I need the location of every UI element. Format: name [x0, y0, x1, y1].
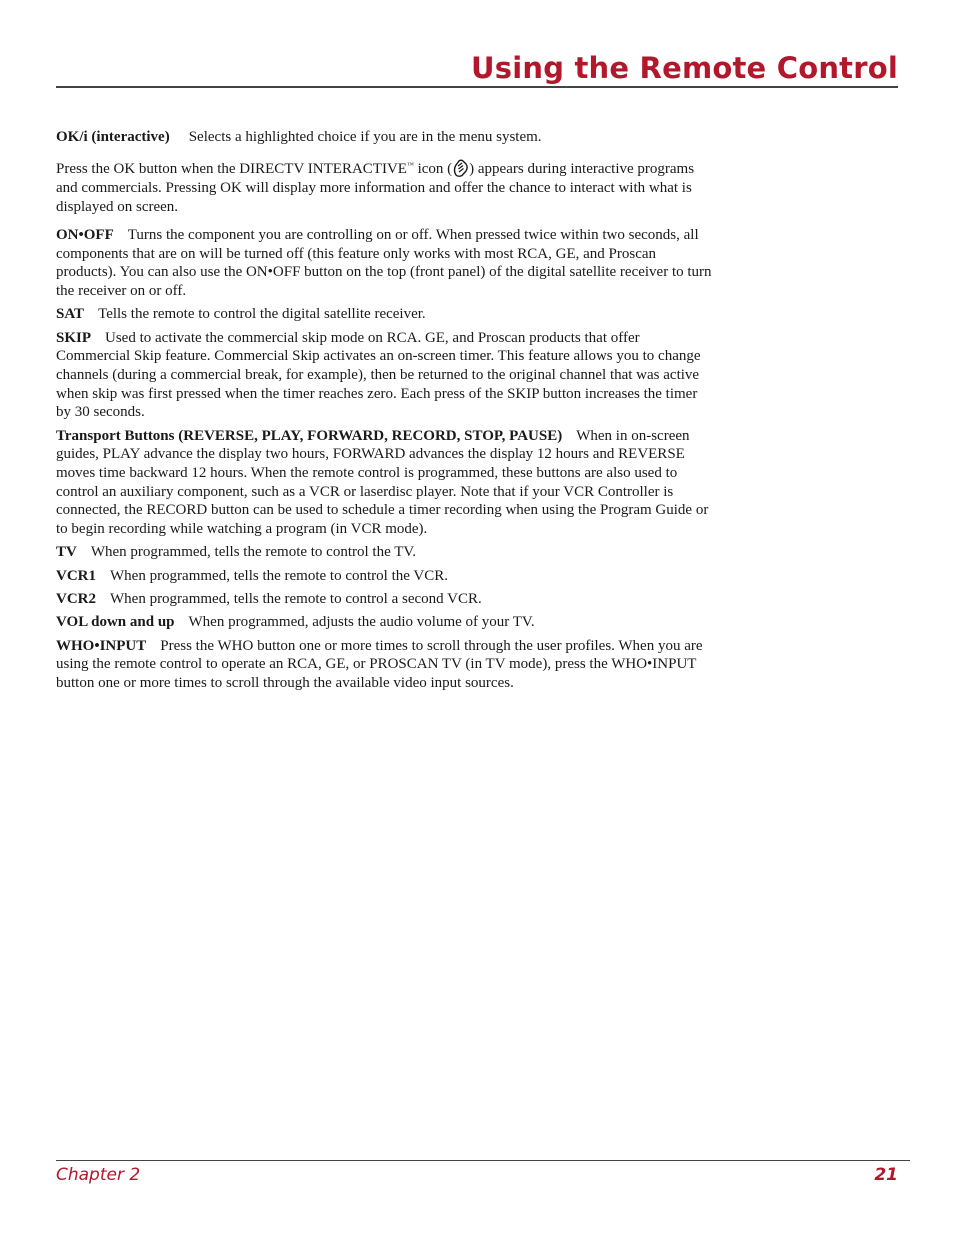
remote-control-descriptions	[56, 128, 716, 697]
trademark-symbol: ™	[406, 161, 414, 170]
entry-text: Used to activate the commercial skip mode on RCA. GE, and Proscan products that offer Commercial Skip feature. Commercial Skip activates an on-screen timer. This feature allows you to change channels (during a commercial break, for example), then be returned to the original channel that was active when skip was first pressed when the timer reaches zero. Each press of the SKIP button increases the timer by 30 seconds.	[56, 329, 701, 421]
entry-term: SKIP	[56, 329, 92, 346]
entry-text: When programmed, tells the remote to control the VCR.	[110, 567, 448, 584]
entry-text: Turns the component you are controlling on or off. When pressed twice within two seconds, all components that are on will be turned off (this feature only works with most RCA, GE, and Proscan products). You can also use the ON•OFF button on the top (front panel) of the digital satellite receiver to turn the receiver on or off.	[56, 226, 712, 299]
entry-text: Press the WHO button one or more times to scroll through the user profiles. When you are using the remote control to operate an RCA, GE, or PROSCAN TV (in TV mode), press the WHO•INPUT button one or more times to scroll through the available video input sources.	[56, 637, 703, 692]
entry-term: VCR1	[56, 567, 96, 584]
entry-skip	[56, 329, 716, 423]
entry-text: When programmed, tells the remote to control a second VCR.	[110, 591, 482, 608]
entry-tv	[56, 543, 716, 562]
entry-ok	[56, 128, 716, 147]
entry-term: OK/i (interactive)	[56, 129, 170, 145]
entry-vcr2	[56, 590, 716, 609]
footer-chapter-label: Chapter 2	[56, 1165, 141, 1185]
entry-term: ON•OFF	[56, 226, 114, 243]
entry-who-input	[56, 637, 716, 693]
entry-term: VCR2	[56, 591, 96, 608]
interactive-hand-icon	[452, 159, 469, 177]
entry-term: TV	[56, 544, 77, 561]
entry-term: Transport Buttons (REVERSE, PLAY, FORWARD, RECORD, STOP, PAUSE)	[56, 427, 563, 444]
entry-text: Tells the remote to control the digital satellite receiver.	[98, 306, 426, 323]
footer-divider	[56, 1160, 910, 1161]
entry-vcr1	[56, 567, 716, 586]
entry-text: ) appears during interactive programs and commercials. Pressing OK will display more information and offer the chance to interact with what is displayed on screen.	[56, 161, 695, 215]
entry-text: When in on-screen guides, PLAY advance the display two hours, FORWARD advances the display 12 hours and REVERSE moves time backward 12 hours. When the remote control is programmed, these buttons are also used to control an auxiliary component, such as a VCR or laserdisc player. Note that if your VCR Controller is connected, the RECORD button can be used to schedule a timer recording when using the Program Guide or to begin recording while watching a program (in VCR mode).	[56, 427, 709, 538]
entry-text: Press the OK button when the DIRECTV INTERACTIVE	[56, 161, 407, 178]
entry-term: WHO•INPUT	[56, 637, 147, 654]
entry-text: Selects a highlighted choice if you are in the menu system.	[188, 129, 542, 145]
entry-on-off	[56, 226, 716, 301]
entry-vol	[56, 613, 716, 632]
entry-term: SAT	[56, 306, 85, 323]
header-divider	[56, 86, 898, 88]
entry-text: When programmed, tells the remote to control the TV.	[90, 544, 417, 561]
page-title: Using the Remote Control	[471, 51, 898, 85]
entry-sat	[56, 305, 716, 324]
entry-term: VOL down and up	[56, 614, 175, 631]
entry-transport	[56, 427, 716, 539]
entry-text: icon (	[413, 161, 453, 178]
entry-ok-note	[56, 156, 716, 216]
entry-text: When programmed, adjusts the audio volume of your TV.	[188, 614, 535, 631]
page-number: 21	[874, 1165, 898, 1185]
